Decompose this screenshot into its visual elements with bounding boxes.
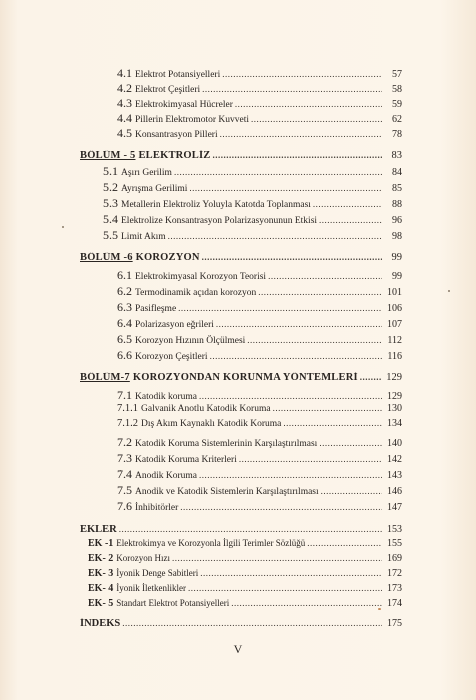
toc-entry [117,300,402,315]
toc-entry [117,435,402,450]
chapter-title: KOROZYONDAN KORUNMA YÖNTEMLERİ [132,372,358,383]
page-number: 99 [391,252,402,263]
toc-entry [103,196,402,211]
toc-entry [117,388,402,403]
page-number: 155 [387,538,402,549]
dot-leader [214,319,382,329]
toc-appendix-heading [80,524,402,535]
section-number: 6.5 [117,332,132,346]
appendix-title: Elektrokimya ve Korozyonla İlgili Terimler Sözlüğü [116,538,306,548]
page-number: 130 [387,403,402,414]
section-title: Pillerin Elektromotor Kuvveti [135,115,249,125]
section-title: İnhibitörler [135,503,179,513]
section-title: Anodik ve Katodik Sistemlerin Karşılaştırılması [135,487,319,497]
dot-leader [198,568,382,578]
dot-leader [220,69,382,79]
section-title: Korozyon Hızının Ölçülmesi [135,336,246,346]
dot-leader [186,583,382,593]
page-number: 59 [392,99,402,110]
section-number: 7.2 [117,435,132,449]
appendix-title: Korozyon Hızı [116,553,171,563]
toc-entry [103,164,402,179]
section-title: Aşırı Gerilim [121,168,172,178]
dot-leader [229,598,382,608]
section-number: 6.3 [117,300,132,314]
section-number: 4.3 [117,96,132,110]
page-number: 88 [392,199,402,210]
toc-entry [117,332,402,347]
dot-leader [266,271,382,281]
page-number: 129 [387,391,402,402]
toc-entry [103,212,402,227]
toc-entry [117,499,402,514]
chapter-title: ELEKTROLİZ [138,150,211,161]
section-title: Anodik Koruma [135,471,198,481]
section-title: Katodik Koruma Kriterleri [135,455,237,465]
section-title: Limit Akım [121,232,166,242]
section-number: 4.1 [117,66,132,80]
section-title: Elektrokimyasal Hücreler [135,100,233,110]
toc-appendix-entry [88,538,402,549]
dot-leader [233,99,382,109]
section-title: Elektrokimyasal Korozyon Teorisi [135,272,267,282]
chapter-title: KOROZYON [135,252,200,263]
toc-entry [117,451,402,466]
toc-appendix-entry [88,583,402,594]
dot-leader [200,84,382,94]
dot-leader [271,403,382,413]
appendix-title: İyonik Denge Sabitleri [116,568,199,578]
page-number: 84 [392,167,402,178]
page-number: 134 [387,418,402,429]
toc-appendix-entry [88,598,402,609]
page-number: 83 [391,150,402,161]
dot-leader [178,502,382,512]
dot-leader [117,524,382,534]
section-title: Katodik Koruma Sistemlerinin Karşılaştırılması [135,439,318,449]
section-number: 4.4 [117,111,132,125]
section-number: 6.6 [117,348,132,362]
dot-leader [211,150,383,160]
chapter-number: BÖLÜM -6 [80,252,133,263]
dot-leader [311,199,382,209]
section-title: Elektrolize Konsantrasyon Polarizasyonunun Etkisi [121,216,318,226]
page-number: 58 [392,84,402,95]
chapter-number: BÖLÜM-7 [80,372,130,383]
page-number: 101 [387,287,402,298]
toc-entry [117,126,402,141]
dot-leader [170,553,382,563]
dot-leader [317,215,382,225]
dot-leader [166,231,382,241]
page-number: 107 [387,319,402,330]
dot-leader [281,418,382,428]
page-number: 62 [392,114,402,125]
page-number: 173 [387,583,402,594]
dot-leader [358,372,382,382]
section-number: 6.1 [117,268,132,282]
page-number: 174 [387,598,402,609]
section-number: 5.1 [103,164,118,178]
section-title: Katodik koruma [135,392,198,402]
page-number: 85 [392,183,402,194]
dot-leader [249,114,382,124]
toc-entry [117,467,402,482]
toc-entry [117,111,402,126]
section-number: 6.2 [117,284,132,298]
page-number: 140 [387,438,402,449]
section-title: Ayrışma Gerilimi [121,184,188,194]
section-number: 7.1.2 [117,418,138,429]
page-number: 116 [387,351,402,362]
page-number: 142 [387,454,402,465]
section-number: 7.1 [117,388,132,402]
dot-leader [208,351,382,361]
dot-leader [245,335,382,345]
appendix-title: Standart Elektrot Potansiyelleri [116,598,230,608]
dot-leader [197,391,382,401]
section-title: Konsantrasyon Pilleri [135,130,218,140]
page-number: 143 [387,470,402,481]
page-number: 175 [387,618,402,629]
section-number: 5.5 [103,228,118,242]
dot-leader [305,538,382,548]
page-number: 57 [392,69,402,80]
page-number: 78 [392,129,402,140]
toc-entry [117,348,402,363]
toc-entry [117,403,402,414]
chapter-number: BÖLÜM - 5 [80,150,136,161]
toc-appendix-entry [88,553,402,564]
dot-leader [172,167,382,177]
section-number: 7.4 [117,467,132,481]
section-title: Metallerin Elektroliz Yoluyla Katotda Toplanması [121,200,311,210]
page-number: 172 [387,568,402,579]
toc-index-heading [80,618,402,629]
page-number: 153 [387,524,402,535]
toc-entry [117,66,402,81]
section-number: 5.3 [103,196,118,210]
dot-leader [218,129,382,139]
appendix-title: İyonik İletkenlikler [116,583,187,593]
page-number: 98 [392,231,402,242]
section-title: Korozyon Çeşitleri [135,352,208,362]
appendix-heading: EKLER [80,524,117,535]
section-title: Pasifleşme [135,304,177,314]
toc-chapter-heading [80,372,402,383]
toc-entry [103,228,402,243]
dot-leader [256,287,382,297]
toc-entry [117,284,402,299]
page-number: 96 [392,215,402,226]
toc-entry [117,418,402,429]
section-number: 5.2 [103,180,118,194]
toc-entry [117,96,402,111]
toc-entry [117,316,402,331]
page-number: 146 [387,486,402,497]
page-number: 99 [392,271,402,282]
dot-leader [317,438,382,448]
toc-entry [117,268,402,283]
appendix-number: EK- 4 [88,583,114,594]
dot-leader [187,183,382,193]
toc-entry [103,180,402,195]
section-number: 4.2 [117,81,132,95]
dot-leader [176,303,382,313]
toc-entry [117,81,402,96]
dot-leader [120,618,382,628]
page-number: 169 [387,553,402,564]
appendix-number: EK- 3 [88,568,114,579]
dot-leader [200,252,382,262]
appendix-number: EK- 2 [88,553,114,564]
dot-leader [319,486,382,496]
page-number: 147 [387,502,402,513]
toc-appendix-entry [88,568,402,579]
index-heading: İNDEKS [80,618,121,629]
section-title: Dış Akım Kaynaklı Katodik Koruma [141,419,282,429]
section-number: 7.5 [117,483,132,497]
section-number: 7.6 [117,499,132,513]
appendix-number: EK -1 [88,538,114,549]
dot-leader [237,454,382,464]
page-footer-number: V [233,642,243,656]
toc-entry [117,483,402,498]
section-number: 4.5 [117,126,132,140]
section-number: 7.3 [117,451,132,465]
dot-leader [197,470,382,480]
page-number: 112 [387,335,402,346]
toc-chapter-heading [80,150,402,161]
section-title: Elektrot Potansiyelleri [135,70,221,80]
page-number: 129 [386,372,402,383]
section-title: Polarizasyon eğrileri [135,320,214,330]
section-title: Elektrot Çeşitleri [135,85,201,95]
section-title: Galvanik Anotlu Katodik Koruma [141,404,271,414]
section-number: 6.4 [117,316,132,330]
section-number: 7.1.1 [117,403,138,414]
toc-chapter-heading [80,252,402,263]
page-number: 106 [387,303,402,314]
appendix-number: EK- 5 [88,598,114,609]
section-title: Termodinamik açıdan korozyon [135,288,257,298]
section-number: 5.4 [103,212,118,226]
